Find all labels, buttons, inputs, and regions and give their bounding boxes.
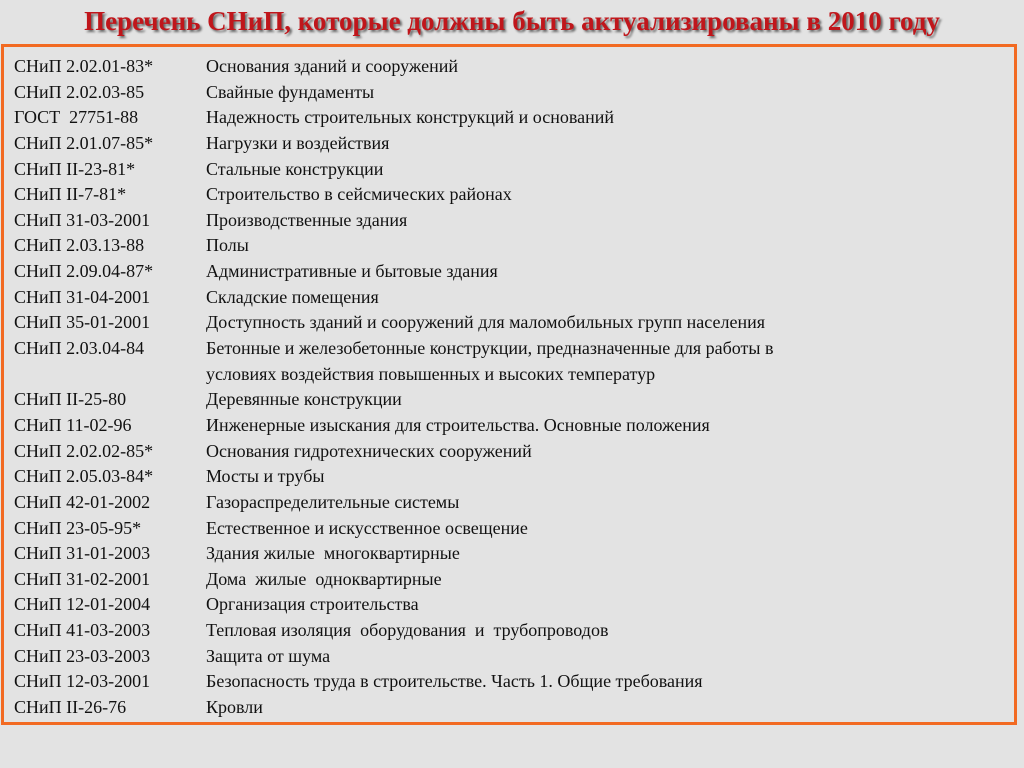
standard-code: ГОСТ 27751-88 (14, 107, 139, 128)
list-item (14, 695, 774, 721)
standard-title: Дома жилые одноквартирные (206, 568, 442, 589)
standard-title: Бетонные и железобетонные конструкции, предназначенные для работы в условиях воздействия повышенных и высоких температур (206, 338, 774, 384)
list-item (14, 54, 774, 80)
standard-code: СНиП 31-02-2001 (14, 568, 151, 589)
standard-title: Основания гидротехнических сооружений (206, 440, 532, 461)
list-item (14, 310, 774, 336)
list-item (14, 439, 774, 465)
standard-code: СНиП 31-03-2001 (14, 209, 151, 230)
standard-code: СНиП II-23-81* (14, 158, 136, 179)
standard-title: Организация строительства (206, 594, 419, 615)
list-item (14, 592, 774, 618)
standard-title: Естественное и искусственное освещение (206, 517, 528, 538)
standard-code: СНиП 31-04-2001 (14, 286, 151, 307)
standard-title: Складские помещения (206, 286, 379, 307)
standard-title: Полы (206, 235, 249, 256)
standard-title: Деревянные конструкции (206, 389, 402, 410)
list-item (14, 516, 774, 542)
standard-title: Доступность зданий и сооружений для маломобильных групп населения (206, 312, 766, 333)
standard-code: СНиП 12-01-2004 (14, 594, 151, 615)
slide-title: Перечень СНиП, которые должны быть актуализированы в 2010 году (84, 6, 940, 36)
standard-code: СНиП 35-01-2001 (14, 312, 151, 333)
standards-list (14, 54, 774, 721)
standard-title: Административные и бытовые здания (206, 261, 498, 282)
list-item (14, 259, 774, 285)
list-item (14, 233, 774, 259)
standard-code: СНиП 2.02.01-83* (14, 56, 154, 76)
standard-title: Здания жилые многоквартирные (206, 543, 460, 564)
list-item (14, 105, 774, 131)
list-item (14, 541, 774, 567)
standards-list-panel (1, 44, 1017, 725)
standard-code: СНиП 41-03-2003 (14, 620, 151, 641)
standard-title: Газораспределительные системы (206, 491, 460, 512)
list-item (14, 567, 774, 593)
standard-title: Нагрузки и воздействия (206, 132, 390, 153)
list-item (14, 80, 774, 106)
standard-code: СНиП 2.02.03-85 (14, 81, 145, 102)
list-item (14, 490, 774, 516)
list-item (14, 618, 774, 644)
list-item (14, 464, 774, 490)
standard-code: СНиП 2.02.02-85* (14, 440, 154, 461)
standard-code: СНиП 2.09.04-87* (14, 261, 154, 282)
list-item (14, 157, 774, 183)
standard-code: СНиП 31-01-2003 (14, 543, 151, 564)
list-item (14, 131, 774, 157)
standard-title: Свайные фундаменты (206, 81, 375, 102)
list-item (14, 182, 774, 208)
list-item (14, 285, 774, 311)
standard-title: Тепловая изоляция оборудования и трубопроводов (206, 620, 609, 641)
list-item (14, 336, 774, 387)
standard-title: Строительство в сейсмических районах (206, 184, 512, 205)
standard-code: СНиП 2.01.07-85* (14, 132, 154, 153)
list-item (14, 669, 774, 695)
standard-title: Кровли (206, 697, 263, 718)
standard-title: Стальные конструкции (206, 158, 384, 179)
standard-code: СНиП II-7-81* (14, 184, 127, 205)
standard-code: СНиП 2.05.03-84* (14, 466, 154, 487)
standard-title: Безопасность труда в строительстве. Часть 1. Общие требования (206, 671, 703, 692)
standard-title: Мосты и трубы (206, 466, 325, 487)
standard-title: Инженерные изыскания для строительства. Основные положения (206, 414, 710, 435)
standard-title: Производственные здания (206, 209, 408, 230)
standard-code: СНиП II-25-80 (14, 389, 127, 410)
list-item (14, 413, 774, 439)
standard-code: СНиП 23-03-2003 (14, 645, 151, 666)
standard-code: СНиП 12-03-2001 (14, 671, 151, 692)
standard-code: СНиП II-26-76 (14, 697, 127, 718)
standard-title: Надежность строительных конструкций и оснований (206, 107, 614, 128)
standard-code: СНиП 42-01-2002 (14, 491, 151, 512)
standard-code: СНиП 2.03.04-84 (14, 338, 145, 359)
list-item (14, 208, 774, 234)
standard-title: Защита от шума (206, 645, 331, 666)
standard-code: СНиП 11-02-96 (14, 414, 132, 435)
standard-code: СНиП 23-05-95* (14, 517, 142, 538)
standard-title: Основания зданий и сооружений (206, 56, 458, 76)
standard-code: СНиП 2.03.13-88 (14, 235, 145, 256)
list-item (14, 387, 774, 413)
list-item (14, 644, 774, 670)
